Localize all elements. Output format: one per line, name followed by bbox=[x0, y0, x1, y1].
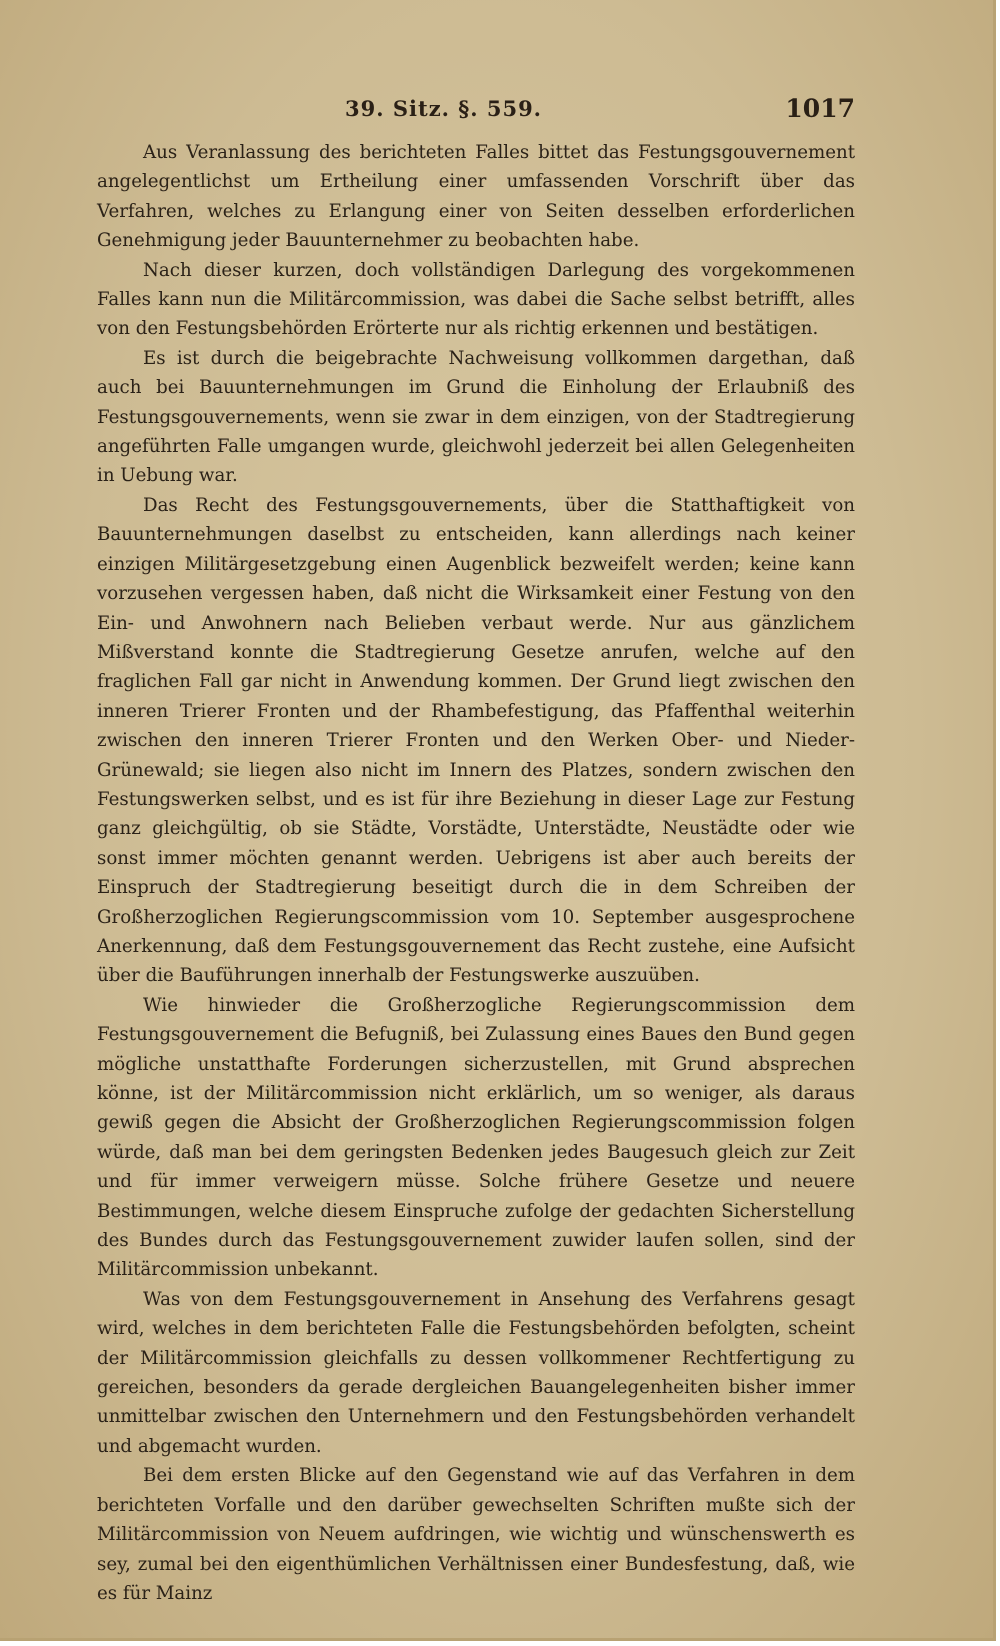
paragraph: Aus Veranlassung des berichteten Falles bittet das Festungsgouvernement angelegentlichst um Ertheilung einer umfassenden Vorschrift über das Verfahren, welches zu Erlangung einer von Seiten desselben erforderlichen Genehmigung jeder Bauunternehmer zu beobachten habe. bbox=[97, 142, 855, 252]
page-header bbox=[100, 96, 855, 130]
paragraph: Was von dem Festungsgouvernement in Ansehung des Verfahrens gesagt wird, welches in dem berichteten Falle die Festungsbehörden befolgten, scheint der Militärcommission gleichfalls zu dessen vollkommener Rechtfertigung zu gereichen, besonders da gerade dergleichen Bauangelegenheiten bisher immer unmittelbar zwischen den Unternehmern und den Festungsbehörden verhandelt und abgemacht wurden. bbox=[97, 1288, 855, 1457]
paragraph: Das Recht des Festungsgouvernements, über die Statthaftigkeit von Bauunternehmungen daselbst zu entscheiden, kann allerdings nach keiner einzigen Militärgesetzgebung einen Augenblick bezweifelt werden; keine kann vorzusehen vergessen haben, daß nicht die Wirksamkeit einer Festung von den Ein- und Anwohnern nach Belieben verbaut werde. Nur aus gänzlichem Mißverstand konnte die Stadtregierung Gesetze anrufen, welche auf den fraglichen Fall gar nicht in Anwendung kommen. Der Grund liegt zwischen den inneren Trierer Fronten und der Rhambefestigung, das Pfaffenthal weiterhin zwischen den inneren Trierer Fronten und den Werken Ober- und Nieder-Grünewald; sie liegen also nicht im Innern des Platzes, sondern zwischen den Festungswerken selbst, und es ist für ihre Beziehung in dieser Lage zur Festung ganz gleichgültig, ob sie Städte, Vorstädte, Unterstädte, Neustädte oder wie sonst immer möchten genannt werden. Uebrigens ist aber auch bereits der Einspruch der Stadtregierung beseitigt durch die in dem Schreiben der Großherzoglichen Regierungscommission vom 10. September ausgesprochene Anerkennung, daß dem Festungsgouvernement das Recht zustehe, eine Aufsicht über die Bauführungen innerhalb der Festungswerke auszuüben. bbox=[97, 494, 855, 987]
running-head: 39. Sitz. §. 559. bbox=[345, 96, 542, 121]
body-text bbox=[97, 138, 855, 1608]
paragraph: Bei dem ersten Blicke auf den Gegenstand wie auf das Verfahren in dem berichteten Vorfalle und den darüber gewechselten Schriften mußte sich der Militärcommission von Neuem aufdringen, wie wichtig und wünschenswerth es sey, zumal bei den eigenthümlichen Verhältnissen einer Bundesfestung, daß, wie es für Mainz bbox=[97, 1465, 855, 1604]
paragraph: Es ist durch die beigebrachte Nachweisung vollkommen dargethan, daß auch bei Bauunternehmungen im Grund die Einholung der Erlaubniß des Festungsgouvernements, wenn sie zwar in dem einzigen, von der Stadtregierung angeführten Falle umgangen wurde, gleichwohl jederzeit bei allen Gelegenheiten in Uebung war. bbox=[97, 347, 855, 487]
paragraph: Wie hinwieder die Großherzogliche Regierungscommission dem Festungsgouvernement die Befugniß, bei Zulassung eines Baues den Bund gegen mögliche unstatthafte Forderungen sicherzustellen, mit Grund absprechen könne, ist der Militärcommission nicht erklärlich, um so weniger, als daraus gewiß gegen die Absicht der Großherzoglichen Regierungscommission folgen würde, daß man bei dem geringsten Bedenken jedes Baugesuch gleich zur Zeit und für immer verweigern müsse. Solche frühere Gesetze und neuere Bestimmungen, welche diesem Einspruche zufolge der gedachten Sicherstellung des Bundes durch das Festungsgouvernement zuwider laufen sollen, sind der Militärcommission unbekannt. bbox=[97, 994, 855, 1281]
page-number: 1017 bbox=[785, 94, 855, 123]
paragraph: Nach dieser kurzen, doch vollständigen Darlegung des vorgekommenen Falles kann nun die Militärcommission, was dabei die Sache selbst betrifft, alles von den Festungsbehörden Erörterte nur als richtig erkennen und bestätigen. bbox=[97, 259, 855, 340]
